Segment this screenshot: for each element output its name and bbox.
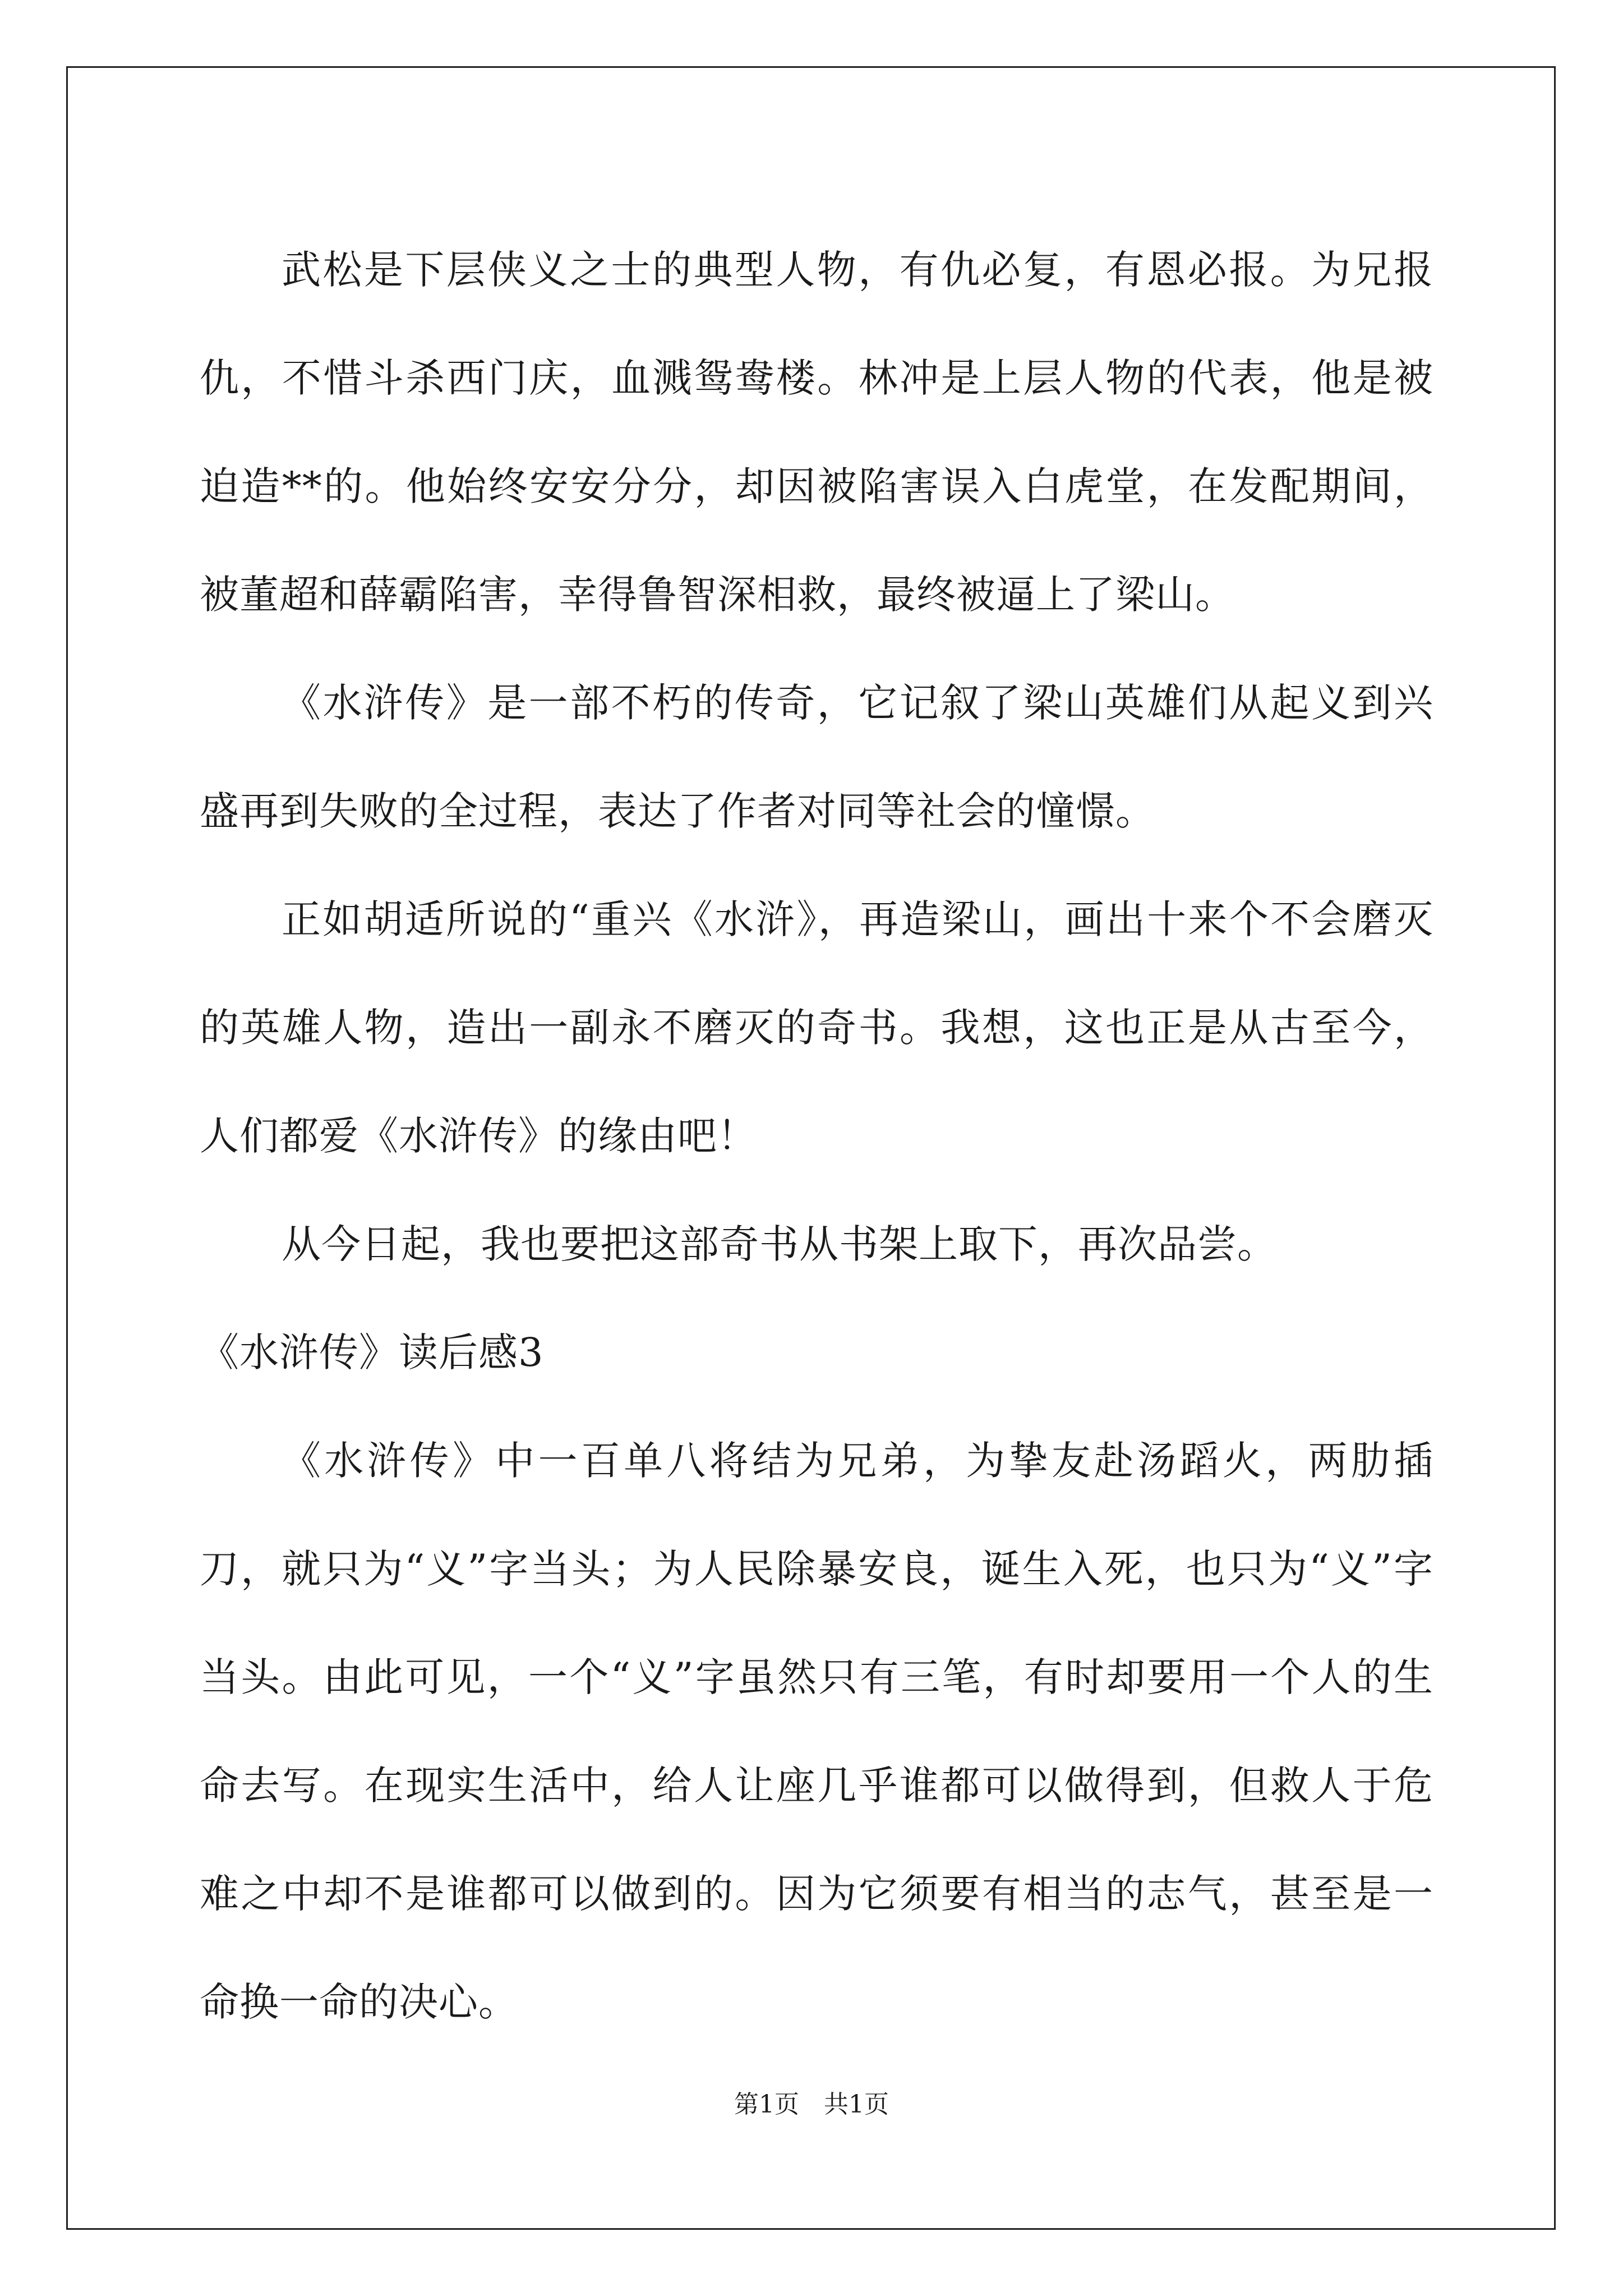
document-body (200, 216, 1433, 2056)
page-footer (0, 2088, 1623, 2122)
paragraph-hu-shi-quote: 正如胡适所说的“重兴《水浒》，再造梁山，画出十来个不会磨灭的英雄人物，造出一副永不磨灭的奇书。我想，这也正是从古至今，人们都爱《水浒传》的缘由吧！ (200, 896, 1433, 1159)
page-number-label: 第1页 共1页 (734, 2090, 889, 2119)
section-heading: 《水浒传》读后感3 (200, 1329, 544, 1375)
paragraph-resolution: 从今日起，我也要把这部奇书从书架上取下，再次品尝。 (282, 1221, 1277, 1267)
paragraph-righteousness: 《水浒传》中一百单八将结为兄弟，为挚友赴汤蹈火，两肋插刀，就只为“义”字当头；为人民除暴安良，诞生入死，也只为“义”字当头。由此可见，一个“义”字虽然只有三笔，有时却要用一个人的生命去写。在现实生活中，给人让座几乎谁都可以做得到，但救人于危难之中却不是谁都可以做到的。因为它须要有相当的志气，甚至是一命换一命的决心。 (200, 1438, 1433, 2025)
paragraph-wusong-linchong: 武松是下层侠义之士的典型人物，有仇必复，有恩必报。为兄报仇，不惜斗杀西门庆，血溅鸳鸯楼。林冲是上层人物的代表，他是被迫造**的。他始终安安分分，却因被陷害误入白虎堂，在发配期间，被董超和薛霸陷害，幸得鲁智深相救，最终被逼上了梁山。 (200, 247, 1433, 618)
paragraph-legend: 《水浒传》是一部不朽的传奇，它记叙了梁山英雄们从起义到兴盛再到失败的全过程，表达了作者对同等社会的憧憬。 (200, 680, 1433, 834)
